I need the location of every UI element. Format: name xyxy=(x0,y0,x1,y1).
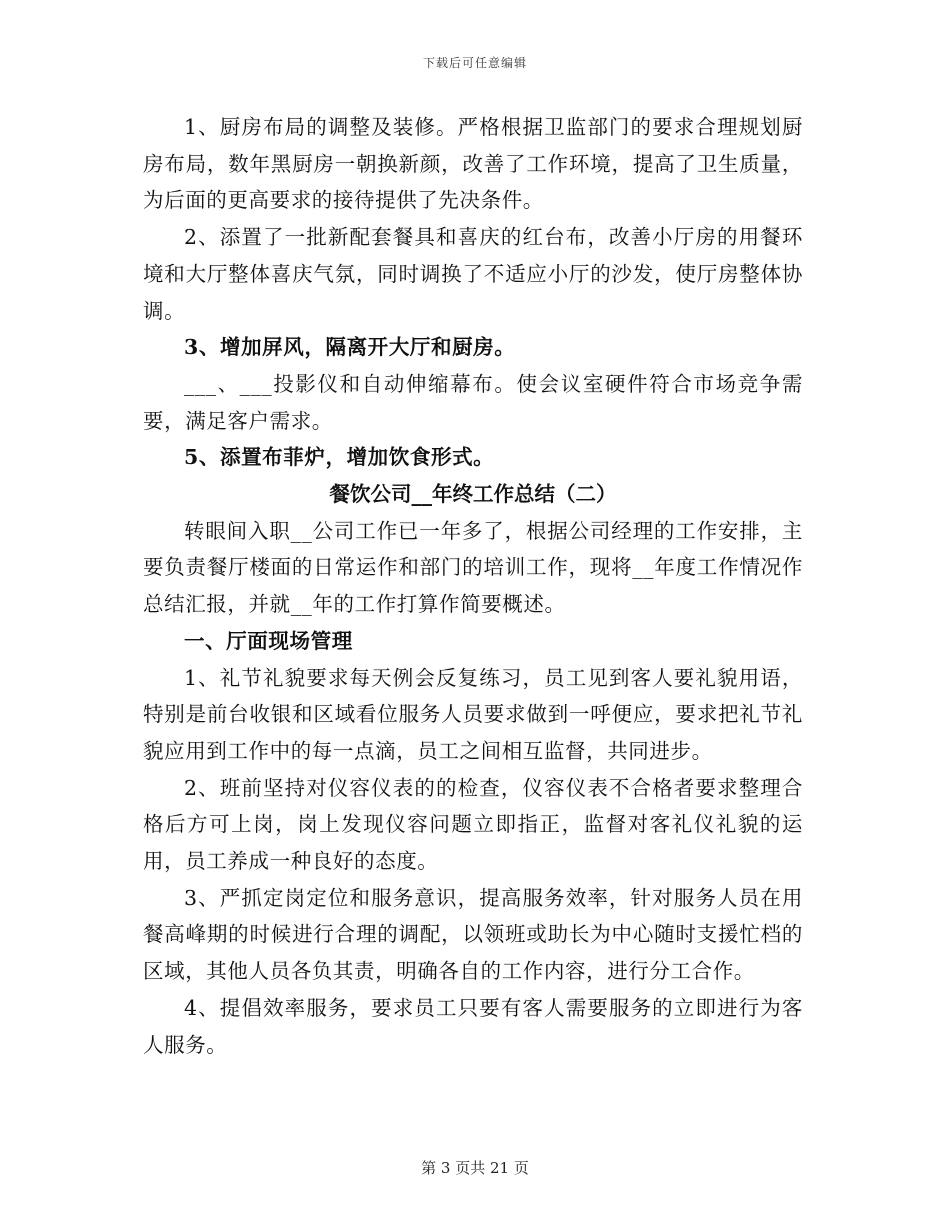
paragraph-efficiency-service: 4、提倡效率服务，要求员工只要有客人需要服务的立即进行为客人服务。 xyxy=(143,995,803,1057)
paragraph-projector: ___、___投影仪和自动伸缩幕布。使会议室硬件符合市场竞争需要，满足客户需求。 xyxy=(143,371,803,433)
paragraph-appearance-check: 2、班前坚持对仪容仪表的的检查，仪容仪表不合格者要求整理合格后方可上岗，岗上发现仪容问题立即指正，监督对客礼仪礼貌的运用，员工养成一种良好的态度。 xyxy=(143,775,803,874)
heading-floor-management: 一、厅面现场管理 xyxy=(184,628,353,653)
paragraph-service-awareness: 3、严抓定岗定位和服务意识，提高服务效率，针对服务人员在用餐高峰期的时候进行合理的调配，以领班或助长为中心随时支援忙档的区域，其他人员各负其责，明确各自的工作内容，进行分工合作。 xyxy=(143,885,803,984)
section-title: 餐饮公司__年终工作总结（二） xyxy=(329,482,617,507)
paragraph-buffet-stove: 5、添置布菲炉，增加饮食形式。 xyxy=(184,445,495,470)
page-header: 下载后可任意编辑 xyxy=(422,56,527,70)
paragraph-screen: 3、增加屏风，隔离开大厅和厨房。 xyxy=(184,335,516,360)
paragraph-etiquette: 1、礼节礼貌要求每天例会反复练习，员工见到客人要礼貌用语，特别是前台收银和区域看位服务人员要求做到一呼便应，要求把礼节礼貌应用到工作中的每一点滴，员工之间相互监督，共同进步。 xyxy=(143,665,803,763)
document-body xyxy=(143,109,803,1063)
paragraph-intro: 转眼间入职__公司工作已一年多了，根据公司经理的工作安排，主要负责餐厅楼面的日常运作和部门的培训工作，现将__年度工作情况作总结汇报，并就__年的工作打算作简要概述。 xyxy=(143,518,803,617)
paragraph-tableware: 2、添置了一批新配套餐具和喜庆的红台布，改善小厅房的用餐环境和大厅整体喜庆气氛，同时调换了不适应小厅的沙发，使厅房整体协调。 xyxy=(143,225,803,323)
paragraph-kitchen-layout: 1、厨房布局的调整及装修。严格根据卫监部门的要求合理规划厨房布局，数年黑厨房一朝换新颜，改善了工作环境，提高了卫生质量，为后面的更高要求的接待提供了先决条件。 xyxy=(143,115,803,213)
page-footer: 第 3 页共 21 页 xyxy=(421,1159,529,1177)
